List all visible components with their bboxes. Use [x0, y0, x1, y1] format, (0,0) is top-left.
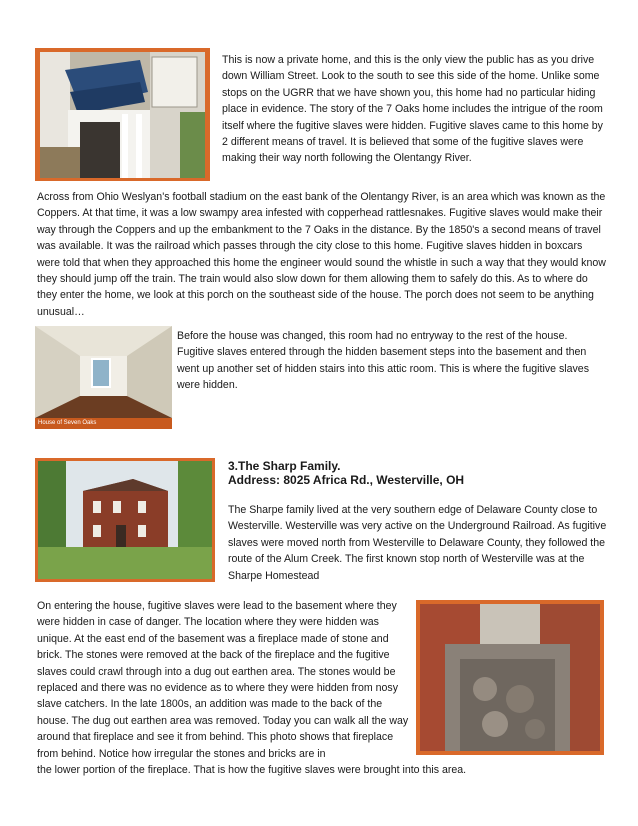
porch-illustration	[40, 52, 205, 178]
basement-paragraph: On entering the house, fugitive slaves were lead to the basement where they were hidden in case of danger. The location where they were hidden was unique. At the east end of the basement was a fireplace made of stone and brick. The stones were removed at the back of the fireplace and the fugitive slaves could crawl through into a dug out earthen area. The stones would be replaced and there was no evidence as to where they were hidden from nosy slave catchers. In the late 1800s, an addition was made to the back of the house. The dug out earthen area was removed. Today you can walk all the way around that fireplace and see it from behind. This photo shows that fireplace from behind. Notice how irregular the stones and bricks are in	[37, 600, 409, 760]
attic-photo	[35, 326, 172, 429]
sharp-intro-text: The Sharpe family lived at the very southern edge of Delaware County close to Westerville. Westerville was very active on the Underground Railroad. As fugitive slaves were moved north from Westerville to Delaware County, they followed the route of the Alum Creek. The first known stop north of Westerville was at the Sharpe Homestead	[228, 504, 607, 582]
porch-intro-text: This is now a private home, and this is the only view the public has as you drive down William Street. Look to the south to see this side of the home. Unlike some stops on the UGRR that we have shown you, this home had no particular hiding place in evidence. The story of the 7 Oaks home includes the intrigue of the room itself where the fugitive slaves were hidden. Fugitive slaves came to this home by 2 different means of travel. It is believed that some of the fugitive slaves were making their way north following the Olentangy River.	[222, 54, 603, 165]
attic-text: Before the house was changed, this room had no entryway to the rest of the house. Fugitive slaves entered through the hidden basement steps into the basement and then went up another set of hidden stairs into this attic room. This is where the fugitive slaves were hidden.	[177, 330, 589, 392]
porch-photo	[40, 52, 205, 178]
fireplace-photo	[420, 604, 600, 751]
sharp-family-heading: 3.The Sharp Family.	[228, 459, 341, 473]
basement-paragraph-end: the lower portion of the fireplace. That is how the fugitive slaves were brought into this area.	[37, 764, 467, 776]
attic-photo-caption: House of Seven Oaks	[35, 418, 172, 429]
sharp-house-photo	[38, 461, 212, 579]
attic-illustration	[35, 326, 172, 429]
sharp-address: Address: 8025 Africa Rd., Westerville, OH	[228, 473, 465, 487]
coppers-paragraph: Across from Ohio Weslyan's football stadium on the east bank of the Olentangy River, is an area which was known as the Coppers. At that time, it was a low swampy area infested with copperhead rattlesnakes. Fugitive slaves would make their way through the Coppers and up the embankment to the 7 Oaks in the distance. By the 1850's a second means of travel was available. It was the railroad which passes through the city close to this home. Fugitive slaves hidden in boxcars were told that when they approached this home the engineer would sound the whistle in such a way that they would know they should jump off the train. The train would also slow down for them allowing them to safely do this. As to where do they enter the home, we look at this porch on the southeast side of the house. The porch does not seem to be anything unusual…	[37, 191, 606, 318]
sharp-house-illustration	[38, 461, 212, 579]
fireplace-illustration	[420, 604, 600, 751]
